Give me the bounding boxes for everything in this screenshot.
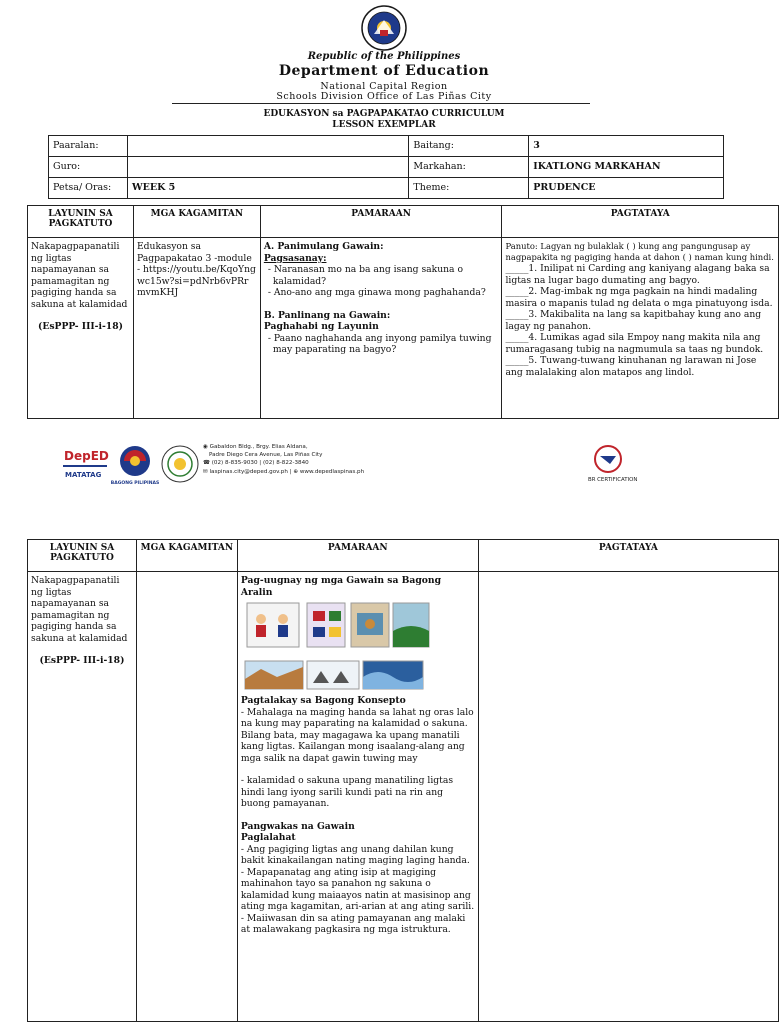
kagamitan-header: MGA KAGAMITAN [133, 206, 260, 238]
panimulang-gawain-heading: A. Panimulang Gawain: [263, 241, 384, 252]
region-name: National Capital Region [320, 81, 448, 92]
web-icon: ⊕ [293, 468, 299, 475]
location-icon: ◉ [203, 444, 208, 450]
assessment-item: _____3. Makibalita na lang sa kapitbahay kung ano ang lagay ng panahon. [505, 309, 762, 332]
paglalahat-heading: Paglalahat [240, 832, 296, 843]
pagtalakay-heading: Pagtalakay sa Bagong Konsepto [240, 695, 406, 706]
competency-code: (EsPPP- III-i-18) [38, 321, 123, 332]
assessment-item: _____1. Inilipat ni Carding ang kaniyang alagang baka sa ligtas na lugar bago dumating ang bagyo. [505, 263, 770, 286]
pagsasanay-heading: Pagsasanay: [263, 252, 327, 264]
bagong-pilipinas-text: BAGONG PILIPINAS [110, 481, 160, 486]
lesson-exemplar-title: LESSON EXEMPLAR [332, 120, 436, 130]
paglalahat-item: - Mapapanatag ang ating isip at magiging mahinahon tayo sa panahon ng sakuna o kalamidad kung maiaayos natin at masisinop ang ating mga kagamitan, ari-arian at ang ating sarili. [240, 866, 475, 912]
pamaraan-header: PAMARAAN [260, 206, 502, 238]
phone-numbers: (02) 8-835-9030 | (02) 8-822-3840 [211, 460, 309, 467]
layunin-header: LAYUNIN SA PAGKATUTO [28, 540, 137, 572]
pagtalakay-paragraph: - Mahalaga na maging handa sa lahat ng oras lalo na kung may paparating na kalamidad o sakuna. Bilang bata, may magagawa ka upang manatili kang ligtas. Kailangan mong isaalang-alang ang mga salik na dapat gawin tuwing may [240, 706, 474, 764]
footer-logos [0, 410, 768, 500]
panlinang-gawain-heading: B. Panlinang na Gawain: [263, 309, 391, 321]
paglalahat-item: - Ang pagiging ligtas ang unang dahilan kung bakit kinakailangan nating maging laging handa. [240, 843, 470, 866]
disaster-preparedness-illustrations [241, 601, 431, 693]
division-name: Schools Division Office of Las Piñas City [276, 91, 492, 102]
petsa-label: Petsa/ Oras: [49, 178, 128, 199]
markahan-label: Markahan: [409, 157, 529, 178]
video-link[interactable]: - https://youtu.be/KqoYngwc15w?si=pdNrb6vPRrmvmKHJ [136, 264, 256, 298]
address-line2: Padre Diego Cera Avenue, Las Piñas City [209, 452, 323, 459]
guro-value [127, 157, 408, 178]
paaralan-label: Paaralan: [49, 136, 128, 157]
competency-code: (EsPPP- III-i-18) [39, 655, 125, 666]
header-divider [172, 103, 590, 104]
question-item: - Paano naghahanda ang inyong pamilya tuwing may paparating na bagyo? [267, 332, 492, 355]
br-certification-text: BR CERTIFICATION [588, 477, 638, 483]
deped-matatag-logo [63, 445, 107, 485]
matatag-text: MATATAG [65, 471, 102, 479]
email-address[interactable]: laspinas.city@deped.gov.ph [209, 468, 288, 475]
theme-value: PRUDENCE [529, 178, 724, 199]
bagong-pilipinas-logo [110, 443, 160, 487]
deped-seal-logo [352, 4, 416, 52]
kagamitan-text: Edukasyon sa Pagpapakatao 3 -module [136, 241, 252, 264]
assessment-item: _____5. Tuwang-tuwang kinuhanan ng larawan ni Jose ang malalaking alon matapos ang lindol. [505, 355, 757, 378]
kagamitan-header: MGA KAGAMITAN [136, 540, 237, 572]
layunin-header: LAYUNIN SA PAGKATUTO [28, 206, 134, 238]
info-table [48, 135, 724, 199]
contact-block: ◉ Gabaldon Bldg., Brgy. Elias Aldana, Padre Diego Cera Avenue, Las Piñas City ☎ (02) 8-835-9030 | (02) 8-822-3840 ✉ laspinas.city@deped.gov.ph | ⊕ www.depedlaspinas.ph [203, 444, 365, 475]
layunin-text: Nakapagpapanatili ng ligtas napamayanan sa pamamagitan ng pagiging handa sa sakuna at kalamidad [31, 575, 128, 644]
panuto-instruction [505, 241, 775, 263]
pagtalakay-paragraph: - kalamidad o sakuna upang manatiling ligtas hindi lang iyong sarili kundi pati na rin ang buong pamayanan. [240, 775, 454, 809]
pangwakas-heading: Pangwakas na Gawain [240, 820, 355, 832]
panuto-text: Lagyan ng bulaklak ( ) kung ang pangungusap ay nagpapakita ng pagiging handa at dahon ( ) naman kung hindi. [505, 241, 774, 262]
layunin-text: Nakapagpapanatili ng ligtas napamayanan sa pamamagitan ng pagiging handa sa sakuna at kalamidad [31, 241, 128, 310]
lesson-table-page2 [27, 539, 779, 1022]
baitang-label: Baitang: [409, 136, 529, 157]
markahan-value: IKATLONG MARKAHAN [529, 157, 724, 178]
br-certification-logo [588, 444, 636, 484]
question-item: - Ano-ano ang mga ginawa mong paghahanda? [267, 287, 486, 298]
pamaraan-header: PAMARAAN [237, 540, 478, 572]
email-icon: ✉ [203, 468, 208, 475]
lesson-table-page1 [27, 205, 779, 419]
petsa-value: WEEK 5 [127, 178, 408, 199]
baitang-value: 3 [529, 136, 724, 157]
curriculum-title: EDUKASYON sa PAGPAPAKATAO CURRICULUM [263, 109, 505, 119]
sdo-las-pinas-seal [160, 444, 200, 484]
assessment-item: _____4. Lumikas agad sila Empoy nang makita nila ang rumaragasang tubig na nagmumula sa taas ng bundok. [505, 332, 764, 355]
paglalahat-item: - Maiiwasan din sa ating pamayanan ang malaki at malawakang pagkasira ng mga istruktura. [240, 912, 466, 935]
uugnay-heading: Pag-uugnay ng mga Gawain sa Bagong Aralin [240, 575, 441, 598]
theme-label: Theme: [409, 178, 529, 199]
paaralan-value [127, 136, 408, 157]
paghahabi-heading: Paghahabi ng Layunin [263, 321, 379, 332]
department-name: Department of Education [278, 63, 490, 79]
deped-logo-text: DepED [64, 449, 109, 463]
address-line1: Gabaldon Bldg., Brgy. Elias Aldana, [209, 444, 308, 450]
pagtataya-header: PAGTATAYA [478, 540, 778, 572]
assessment-item: _____2. Mag-imbak ng mga pagkain na hindi madaling masira o mapanis tulad ng delata o mga pinatuyong isda. [505, 286, 773, 309]
guro-label: Guro: [49, 157, 128, 178]
republic-text: Republic of the Philippines [307, 51, 461, 62]
phone-icon: ☎ [203, 460, 210, 467]
panuto-label: Panuto: [505, 241, 538, 251]
question-item: - Naranasan mo na ba ang isang sakuna o kalamidad? [267, 264, 463, 287]
website[interactable]: www.depedlaspinas.ph [299, 468, 365, 475]
pagtataya-header: PAGTATAYA [502, 206, 779, 238]
